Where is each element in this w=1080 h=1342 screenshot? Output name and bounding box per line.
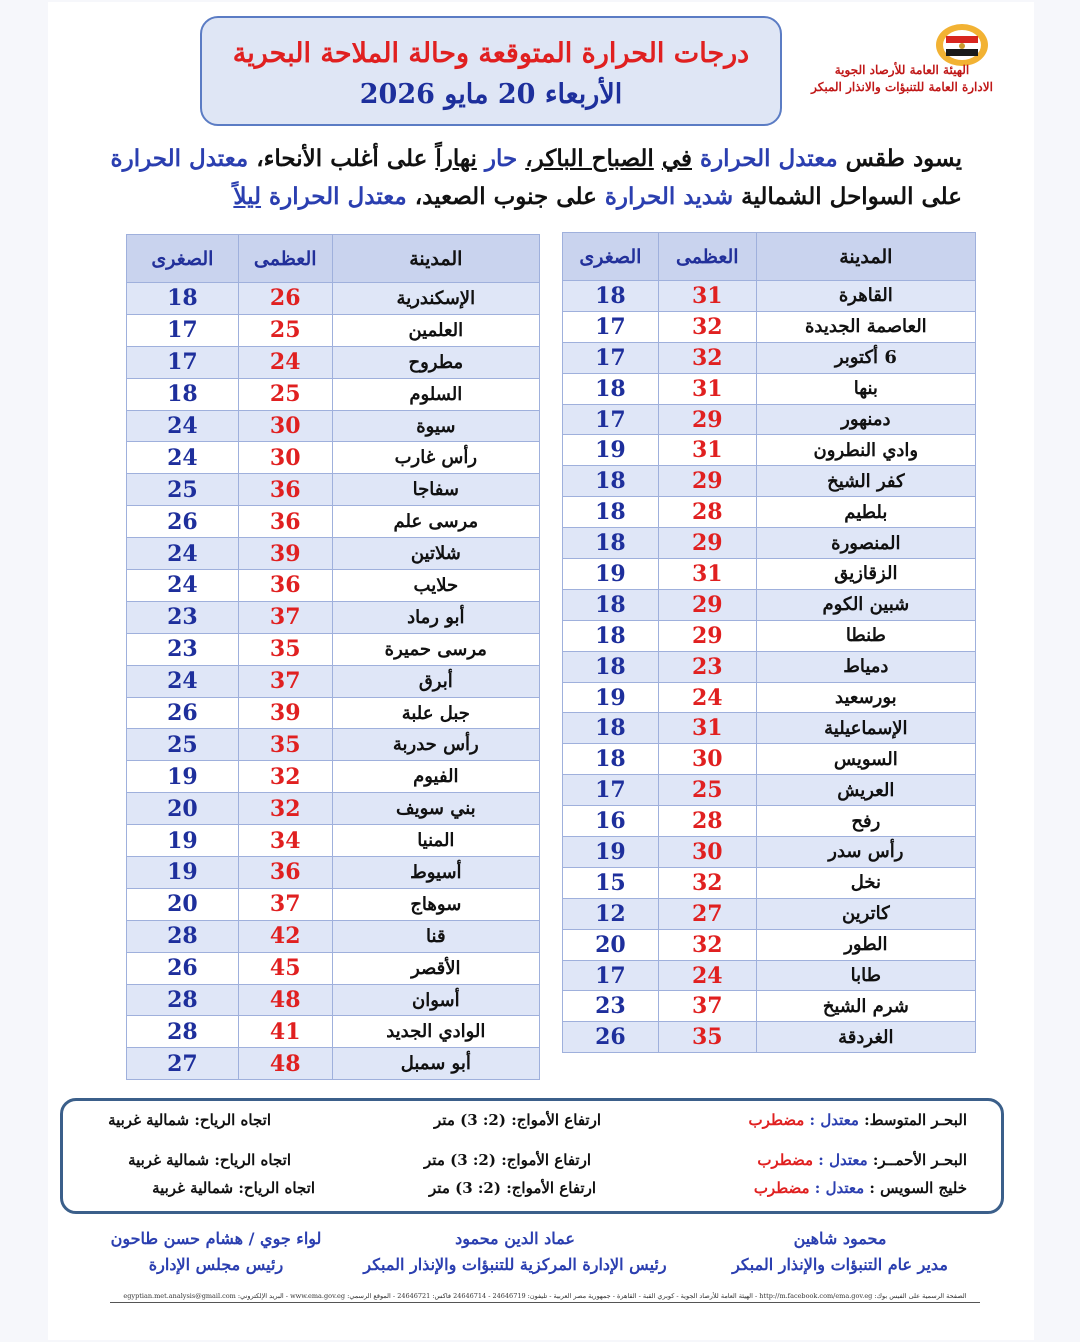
cell-max: 26 [238, 283, 332, 315]
forecast-highlight: معتدل الحرارة [110, 145, 249, 172]
forecast-highlight: ليلاً [233, 183, 262, 210]
table-row [127, 1048, 540, 1080]
table-row [563, 744, 976, 775]
table-row [127, 761, 540, 793]
cell-max: 31 [658, 373, 756, 404]
cell-city: السلوم [332, 378, 539, 410]
forecast-text: يسود طقس [845, 145, 962, 172]
table-row [563, 466, 976, 497]
table-row [563, 713, 976, 744]
sea-name-state [749, 1111, 967, 1129]
cell-max: 39 [238, 697, 332, 729]
temperature-table-right [562, 232, 976, 1053]
cell-min: 18 [127, 378, 239, 410]
signature-name: لواء جوي / هشام حسن طاحون [110, 1229, 322, 1248]
cell-min: 25 [127, 474, 239, 506]
wind-direction [108, 1111, 271, 1129]
table-row [127, 633, 540, 665]
cell-min: 18 [127, 283, 239, 315]
table-row [127, 378, 540, 410]
cell-min: 17 [563, 342, 659, 373]
sea-name: خليج السويس : [869, 1179, 967, 1197]
signature-title: مدير عام التنبؤات والإنذار المبكر [732, 1255, 948, 1274]
cell-city: دمنهور [756, 404, 975, 435]
title-box [200, 16, 782, 126]
forecast-summary [90, 140, 962, 216]
table-row [563, 373, 976, 404]
sea-state-box [60, 1098, 1004, 1214]
cell-city: العلمين [332, 314, 539, 346]
cell-max: 35 [658, 1022, 756, 1053]
cell-min: 24 [127, 665, 239, 697]
cell-min: 19 [127, 761, 239, 793]
cell-city: العريش [756, 775, 975, 806]
cell-city: الوادي الجديد [332, 1016, 539, 1048]
table-row [127, 283, 540, 315]
cell-city: حلايب [332, 570, 539, 602]
sea-state: معتدل [825, 1179, 865, 1197]
table-row [127, 442, 540, 474]
cell-min: 17 [563, 960, 659, 991]
cell-max: 25 [238, 378, 332, 410]
cell-city: كفر الشيخ [756, 466, 975, 497]
signature-title: رئيس الإدارة المركزية للتنبؤات والإنذار المبكر [363, 1255, 667, 1274]
cell-max: 24 [658, 682, 756, 713]
table-row [127, 410, 540, 442]
table-row [127, 601, 540, 633]
forecast-highlight: شديد الحرارة [604, 183, 734, 210]
column-header-max: العظمى [238, 235, 332, 283]
cell-max: 24 [658, 960, 756, 991]
cell-min: 18 [563, 589, 659, 620]
cell-max: 41 [238, 1016, 332, 1048]
cell-city: وادي النطرون [756, 435, 975, 466]
table-row [563, 651, 976, 682]
organization-name [792, 62, 1012, 96]
cell-min: 23 [127, 601, 239, 633]
forecast-text: الصباح الباكر، [525, 145, 654, 172]
cell-max: 30 [238, 442, 332, 474]
cell-city: الغردقة [756, 1022, 975, 1053]
cell-max: 45 [238, 952, 332, 984]
cell-max: 23 [658, 651, 756, 682]
table-row [563, 497, 976, 528]
cell-min: 24 [127, 442, 239, 474]
cell-max: 34 [238, 825, 332, 857]
table-row [127, 506, 540, 538]
cell-min: 19 [563, 837, 659, 868]
cell-min: 18 [563, 744, 659, 775]
cell-city: رأس حدربة [332, 729, 539, 761]
signature-name: محمود شاهين [793, 1229, 887, 1248]
cell-city: أسوان [332, 984, 539, 1016]
cell-min: 17 [563, 775, 659, 806]
waves-height [429, 1179, 596, 1197]
column-header-min: الصغرى [563, 233, 659, 281]
cell-max: 42 [238, 920, 332, 952]
page-date: الأربعاء 20 مايو 2026 [359, 79, 623, 110]
forecast-text: على أغلب الأنحاء، [256, 145, 428, 172]
cell-max: 24 [238, 346, 332, 378]
table-row [563, 960, 976, 991]
cell-min: 17 [563, 404, 659, 435]
cell-min: 20 [127, 793, 239, 825]
signature-name: عماد الدين محمود [455, 1229, 575, 1248]
org-line1: الهيئة العامة للأرصاد الجوية [834, 63, 970, 77]
cell-min: 16 [563, 806, 659, 837]
cell-max: 37 [238, 601, 332, 633]
wind-value: شمالية غربية [128, 1151, 210, 1169]
cell-city: القاهرة [756, 281, 975, 312]
cell-max: 30 [658, 744, 756, 775]
sea-state: مضطرب [748, 1111, 805, 1129]
cell-city: مرسى حميرة [332, 633, 539, 665]
cell-city: شبين الكوم [756, 589, 975, 620]
cell-min: 18 [563, 466, 659, 497]
cell-min: 26 [127, 697, 239, 729]
cell-min: 23 [127, 633, 239, 665]
table-header-row [563, 233, 976, 281]
forecast-text: على جنوب الصعيد، [414, 183, 597, 210]
cell-max: 48 [238, 984, 332, 1016]
cell-city: دمياط [756, 651, 975, 682]
cell-city: نخل [756, 867, 975, 898]
cell-min: 18 [563, 713, 659, 744]
cell-city: مطروح [332, 346, 539, 378]
table-row [563, 311, 976, 342]
table-row [563, 404, 976, 435]
cell-min: 19 [127, 857, 239, 889]
table-row [563, 898, 976, 929]
sea-separator: : [809, 1111, 816, 1129]
cell-min: 18 [563, 651, 659, 682]
table-row [127, 793, 540, 825]
cell-max: 25 [658, 775, 756, 806]
cell-city: المنصورة [756, 528, 975, 559]
cell-max: 30 [658, 837, 756, 868]
cell-min: 28 [127, 984, 239, 1016]
cell-city: الطور [756, 929, 975, 960]
cell-max: 32 [658, 929, 756, 960]
cell-min: 15 [563, 867, 659, 898]
cell-min: 27 [127, 1048, 239, 1080]
cell-min: 26 [127, 952, 239, 984]
cell-min: 18 [563, 620, 659, 651]
cell-min: 18 [563, 373, 659, 404]
forecast-text: في [661, 145, 692, 172]
cell-max: 32 [658, 867, 756, 898]
forecast-text: نهاراً [435, 145, 477, 172]
cell-max: 37 [238, 888, 332, 920]
cell-city: بنها [756, 373, 975, 404]
cell-min: 24 [127, 538, 239, 570]
table-row [127, 314, 540, 346]
table-row [127, 857, 540, 889]
cell-city: سوهاج [332, 888, 539, 920]
table-row [127, 888, 540, 920]
column-header-city: المدينة [756, 233, 975, 281]
sea-state: مضطرب [753, 1179, 810, 1197]
cell-max: 32 [658, 311, 756, 342]
column-header-min: الصغرى [127, 235, 239, 283]
table-row [563, 620, 976, 651]
cell-min: 18 [563, 281, 659, 312]
cell-city: سيوة [332, 410, 539, 442]
cell-max: 35 [238, 729, 332, 761]
table-row [563, 435, 976, 466]
temperature-table-left [126, 234, 540, 1080]
table-row [127, 952, 540, 984]
cell-city: مرسى علم [332, 506, 539, 538]
cell-min: 17 [127, 314, 239, 346]
cell-city: بورسعيد [756, 682, 975, 713]
cell-max: 29 [658, 404, 756, 435]
cell-min: 17 [563, 311, 659, 342]
cell-city: أبو رماد [332, 601, 539, 633]
table-row [563, 991, 976, 1022]
cell-max: 37 [238, 665, 332, 697]
table-header-row [127, 235, 540, 283]
wind-value: شمالية غربية [152, 1179, 234, 1197]
table-row [127, 474, 540, 506]
cell-city: طنطا [756, 620, 975, 651]
table-row [563, 559, 976, 590]
cell-min: 19 [563, 435, 659, 466]
cell-max: 36 [238, 506, 332, 538]
cell-city: المنيا [332, 825, 539, 857]
signature-1 [700, 1226, 980, 1278]
cell-min: 26 [563, 1022, 659, 1053]
cell-max: 36 [238, 570, 332, 602]
footer-contact: الصفحة الرسمية على الفيس بوك: http://m.facebook.com/ema.gov.eg - الهيئة العامة للأرصاد الجوية - كوبري القبة - القاهرة - جمهورية مصر العربية - تليفون: 24646719 - 24646714 فاكس: 24646721 - الموقع الرسمي: www.ema.gov.eg - البريد الإلكتروني: egyptian.met.analysis@gmail.com [110, 1292, 980, 1303]
cell-city: بني سويف [332, 793, 539, 825]
page-title: درجات الحرارة المتوقعة وحالة الملاحة البحرية [232, 38, 750, 69]
signature-2 [345, 1226, 685, 1278]
cell-city: أبرق [332, 665, 539, 697]
cell-max: 35 [238, 633, 332, 665]
cell-min: 17 [127, 346, 239, 378]
table-row [563, 775, 976, 806]
sea-state: معتدل [820, 1111, 859, 1129]
sea-separator: : [818, 1151, 824, 1169]
cell-city: أبو سمبل [332, 1048, 539, 1080]
cell-max: 31 [658, 713, 756, 744]
table-row [563, 1022, 976, 1053]
cell-city: رفح [756, 806, 975, 837]
cell-min: 26 [127, 506, 239, 538]
table-row [563, 589, 976, 620]
cell-min: 28 [127, 920, 239, 952]
cell-min: 19 [127, 825, 239, 857]
cell-min: 12 [563, 898, 659, 929]
cell-max: 37 [658, 991, 756, 1022]
cell-city: الفيوم [332, 761, 539, 793]
table-row [127, 984, 540, 1016]
waves-label: ارتفاع الأمواج: [501, 1151, 591, 1169]
cell-city: الزقازيق [756, 559, 975, 590]
table-row [127, 1016, 540, 1048]
cell-max: 29 [658, 528, 756, 559]
cell-min: 18 [563, 528, 659, 559]
cell-city: بلطيم [756, 497, 975, 528]
cell-city: قنا [332, 920, 539, 952]
wind-label: اتجاه الرياح: [238, 1179, 315, 1197]
sea-separator: : [814, 1179, 821, 1197]
cell-max: 36 [238, 857, 332, 889]
cell-min: 24 [127, 570, 239, 602]
sea-name: البحـر الأحمــر: [872, 1151, 967, 1169]
signature-title: رئيس مجلس الإدارة [148, 1255, 284, 1274]
cell-max: 27 [658, 898, 756, 929]
cell-city: رأس سدر [756, 837, 975, 868]
cell-city: العاصمة الجديدة [756, 311, 975, 342]
cell-max: 28 [658, 806, 756, 837]
cell-city: كاترين [756, 898, 975, 929]
cell-min: 24 [127, 410, 239, 442]
wind-label: اتجاه الرياح: [214, 1151, 291, 1169]
cell-max: 48 [238, 1048, 332, 1080]
sea-name: البحـر المتوسط: [864, 1111, 967, 1129]
cell-city: رأس غارب [332, 442, 539, 474]
column-header-city: المدينة [332, 235, 539, 283]
cell-min: 19 [563, 559, 659, 590]
table-row [563, 837, 976, 868]
table-row [563, 682, 976, 713]
cell-city: شلاتين [332, 538, 539, 570]
forecast-highlight: معتدل الحرارة [700, 145, 838, 172]
waves-label: ارتفاع الأمواج: [506, 1179, 596, 1197]
cell-min: 18 [563, 497, 659, 528]
cell-max: 32 [238, 761, 332, 793]
cell-min: 20 [127, 888, 239, 920]
waves-value: (2: 3) متر [434, 1111, 506, 1129]
table-row [127, 538, 540, 570]
table-row [127, 729, 540, 761]
forecast-highlight: معتدل الحرارة [269, 183, 407, 210]
table-row [127, 697, 540, 729]
forecast-highlight: حار [484, 145, 518, 172]
cell-city: الإسكندرية [332, 283, 539, 315]
cell-max: 29 [658, 466, 756, 497]
cell-min: 23 [563, 991, 659, 1022]
table-row [127, 920, 540, 952]
cell-max: 29 [658, 589, 756, 620]
table-row [563, 281, 976, 312]
cell-max: 30 [238, 410, 332, 442]
wind-value: شمالية غربية [108, 1111, 190, 1129]
cell-city: الأقصر [332, 952, 539, 984]
wind-direction [128, 1151, 291, 1169]
cell-max: 39 [238, 538, 332, 570]
table-row [127, 570, 540, 602]
table-row [563, 929, 976, 960]
cell-min: 28 [127, 1016, 239, 1048]
wind-direction [152, 1179, 315, 1197]
cell-max: 36 [238, 474, 332, 506]
cell-min: 20 [563, 929, 659, 960]
sea-state: مضطرب [757, 1151, 814, 1169]
forecast-text: على السواحل الشمالية [741, 183, 962, 210]
sea-name-state [754, 1179, 967, 1197]
table-row [563, 806, 976, 837]
cell-city: 6 أكتوبر [756, 342, 975, 373]
cell-city: جبل علبة [332, 697, 539, 729]
waves-height [434, 1111, 601, 1129]
table-row [127, 665, 540, 697]
cell-city: أسيوط [332, 857, 539, 889]
cell-max: 31 [658, 435, 756, 466]
cell-min: 25 [127, 729, 239, 761]
cell-city: طابا [756, 960, 975, 991]
waves-value: (2: 3) متر [429, 1179, 501, 1197]
sea-name-state [757, 1151, 967, 1169]
wind-label: اتجاه الرياح: [194, 1111, 271, 1129]
table-row [563, 528, 976, 559]
table-row [563, 867, 976, 898]
cell-city: الإسماعيلية [756, 713, 975, 744]
cell-max: 32 [238, 793, 332, 825]
column-header-max: العظمى [658, 233, 756, 281]
cell-min: 19 [563, 682, 659, 713]
table-row [127, 825, 540, 857]
cell-max: 31 [658, 559, 756, 590]
cell-max: 29 [658, 620, 756, 651]
signature-3 [96, 1226, 336, 1278]
cell-city: شرم الشيخ [756, 991, 975, 1022]
cell-max: 25 [238, 314, 332, 346]
cell-city: سفاجا [332, 474, 539, 506]
table-row [563, 342, 976, 373]
cell-max: 31 [658, 281, 756, 312]
cell-max: 32 [658, 342, 756, 373]
cell-max: 28 [658, 497, 756, 528]
waves-height [424, 1151, 591, 1169]
waves-label: ارتفاع الأمواج: [511, 1111, 601, 1129]
waves-value: (2: 3) متر [424, 1151, 496, 1169]
sea-state: معتدل [829, 1151, 868, 1169]
cell-city: السويس [756, 744, 975, 775]
table-row [127, 346, 540, 378]
org-line2: الادارة العامة للتنبؤات والانذار المبكر [811, 80, 993, 94]
